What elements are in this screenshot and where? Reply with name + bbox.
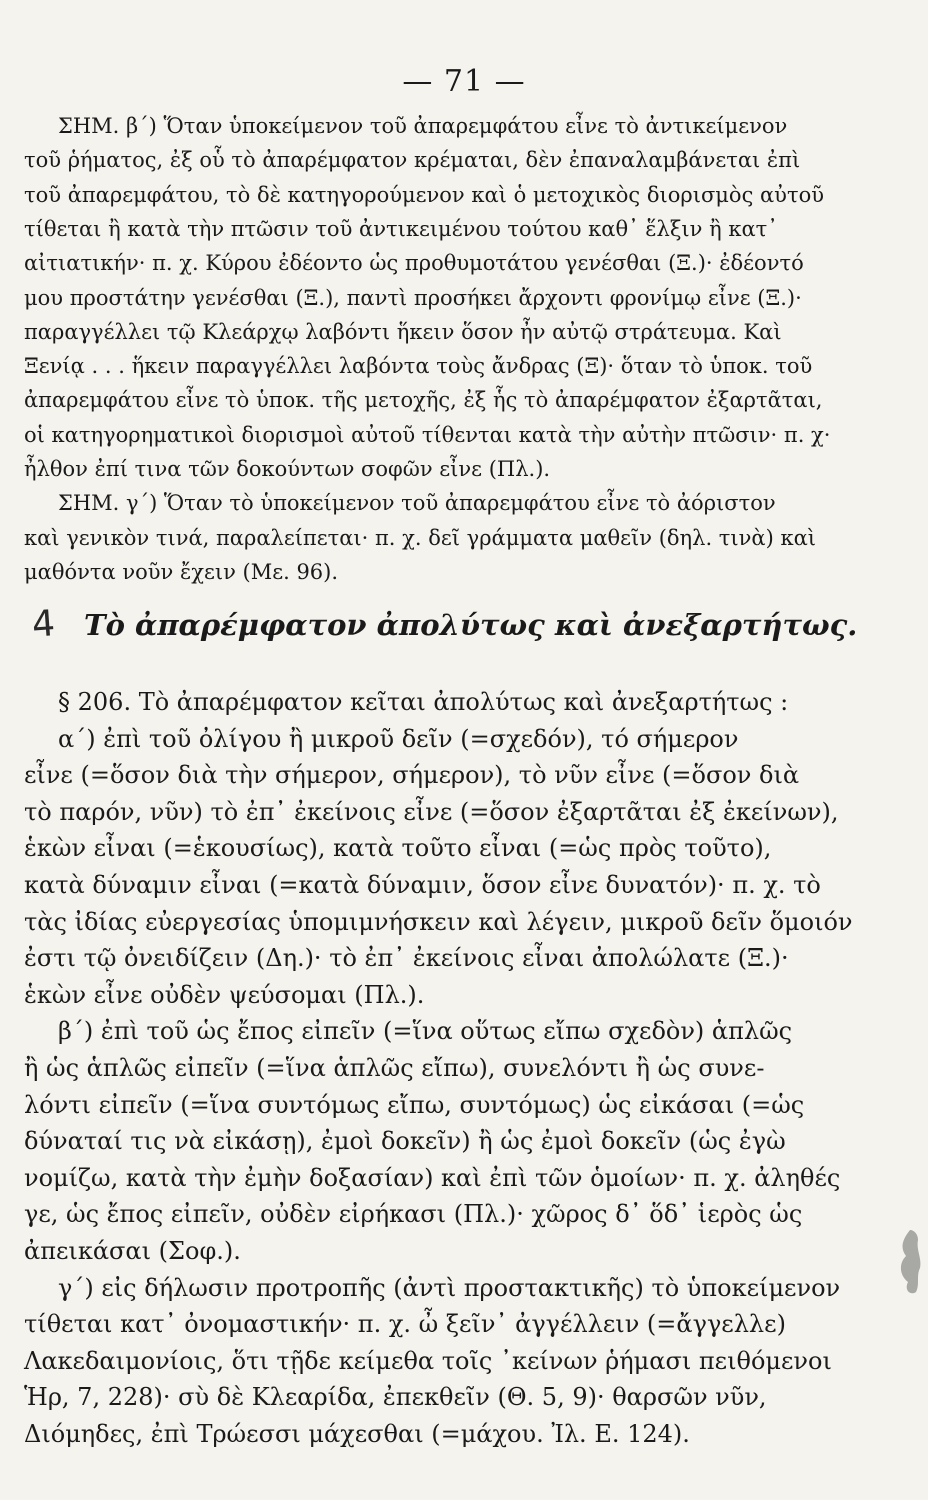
text-line: ΣΗΜ. β΄) Ὅταν ὑποκείμενον τοῦ ἀπαρεμφάτου εἶνε τὸ ἀντικείμενον <box>58 114 788 138</box>
text-line: ἐστι τῷ ὀνειδίζειν (Δη.)· τὸ ἐπ᾽ ἐκείνοις εἶναι ἀπολώλατε (Ξ.)· <box>24 944 789 973</box>
text-line: λόντι εἰπεῖν (=ἵνα συντόμως εἴπω, συντόμως) ὡς εἰκάσαι (=ὡς <box>24 1090 805 1119</box>
text-line: ἢ ὡς ἁπλῶς εἰπεῖν (=ἵνα ἁπλῶς εἴπω), συνελόντι ἢ ὡς συνε- <box>24 1054 765 1082</box>
text-line: τὰς ἰδίας εὐεργεσίας ὑπομιμνήσκειν καὶ λέγειν, μικροῦ δεῖν ὅμοιόν <box>24 907 853 936</box>
text-line: § 206. Τὸ ἀπαρέμφατον κεῖται ἀπολύτως καὶ ἀνεξαρτήτως : <box>58 688 789 716</box>
text-line: τοῦ ἀπαρεμφάτου, τὸ δὲ κατηγορούμενον καὶ ὁ μετοχικὸς διορισμὸς αὐτοῦ <box>24 182 824 207</box>
text-line: δύναταί τις νὰ εἰκάσῃ), ἐμοὶ δοκεῖν) ἢ ὡς ἐμοὶ δοκεῖν (ὡς ἐγὼ <box>24 1127 786 1156</box>
text-line: τίθεται ἢ κατὰ τὴν πτῶσιν τοῦ ἀντικειμένου τούτου καθ᾽ ἕλξιν ἢ κατ᾽ <box>24 216 778 241</box>
text-line: μου προστάτην γενέσθαι (Ξ.), παντὶ προσήκει ἄρχοντι φρονίμῳ εἶνε (Ξ.)· <box>24 285 802 310</box>
text-line: νομίζω, κατὰ τὴν ἐμὴν δοξασίαν) καὶ ἐπὶ τῶν ὁμοίων· π. χ. ἀληθές <box>24 1163 841 1192</box>
text-line: αἰτιατικήν· π. χ. Κύρου ἐδέοντο ὡς προθυμοτάτου γενέσθαι (Ξ.)· ἐδέοντό <box>24 251 804 276</box>
text-line: παραγγέλλει τῷ Κλεάρχῳ λαβόντι ἥκειν ὅσον ἦν αὐτῷ στράτευμα. Καὶ <box>24 319 782 344</box>
ink-blot-mark <box>896 1228 924 1298</box>
text-line: ἑκὼν εἶνε οὐδὲν ψεύσομαι (Πλ.). <box>24 980 425 1009</box>
text-line: γ΄) εἰς δήλωσιν προτροπῆς (ἀντὶ προστακτικῆς) τὸ ὑποκείμενον <box>58 1273 841 1302</box>
text-line: ἑκὼν εἶναι (=ἑκουσίως), κατὰ τοῦτο εἶναι (=ὡς πρὸς τοῦτο), <box>24 834 772 863</box>
text-line: γε, ὡς ἔπος εἰπεῖν, οὐδὲν εἰρήκασι (Πλ.)· χῶρος δ᾽ ὅδ᾽ ἱερὸς ὡς <box>24 1200 803 1229</box>
text-line: Ξενίᾳ . . . ἥκειν παραγγέλλει λαβόντα τοὺς ἄνδρας (Ξ)· ὅταν τὸ ὑποκ. τοῦ <box>24 354 813 379</box>
text-line: τὸ παρόν, νῦν) τὸ ἐπ᾽ ἐκείνοις εἶνε (=ὅσον ἐξαρτᾶται ἐξ ἐκείνων), <box>24 797 839 826</box>
text-line: Διόμηδες, ἐπὶ Τρώεσσι μάχεσθαι (=μάχου. Ἰλ. Ε. 124). <box>24 1420 690 1448</box>
text-line: α΄) ἐπὶ τοῦ ὀλίγου ἢ μικροῦ δεῖν (=σχεδόν), τό σήμερον <box>58 724 739 753</box>
text-line: ἦλθον ἐπί τινα τῶν δοκούντων σοφῶν εἶνε (Πλ.). <box>24 457 551 481</box>
text-line: κατὰ δύναμιν εἶναι (=κατὰ δύναμιν, ὅσον εἶνε δυνατόν)· π. χ. τὸ <box>24 871 821 899</box>
text-line: εἶνε (=ὅσον διὰ τὴν σήμερον, σήμερον), τὸ νῦν εἶνε (=ὅσον διὰ <box>24 761 800 790</box>
text-line: Ἡρ, 7, 228)· σὺ δὲ Κλεαρίδα, ἐπεκθεῖν (Θ. 5, 9)· θαρσῶν νῦν, <box>24 1383 767 1412</box>
text-line: ἀπαρεμφάτου εἶνε τὸ ὑποκ. τῆς μετοχῆς, ἐξ ἧς τὸ ἀπαρέμφατον ἐξαρτᾶται, <box>24 388 823 413</box>
text-line: τοῦ ῥήματος, ἐξ οὗ τὸ ἀπαρέμφατον κρέμαται, δὲν ἐπαναλαμβάνεται ἐπὶ <box>24 148 801 173</box>
text-line: καὶ γενικὸν τινά, παραλείπεται· π. χ. δεῖ γράμματα μαθεῖν (δηλ. τινὰ) καὶ <box>24 525 817 550</box>
text-line: οἱ κατηγορηματικοὶ διορισμοὶ αὐτοῦ τίθενται κατὰ τὴν αὐτὴν πτῶσιν· π. χ· <box>24 422 831 447</box>
text-line: μαθόντα νοῦν ἔχειν (Με. 96). <box>24 559 339 584</box>
text-line: β΄) ἐπὶ τοῦ ὡς ἔπος εἰπεῖν (=ἵνα οὕτως εἴπω σχεδὸν) ἁπλῶς <box>58 1017 793 1046</box>
text-line: Λακεδαιμονίοις, ὅτι τῇδε κείμεθα τοῖς ᾽κείνων ῥήμασι πειθόμενοι <box>24 1346 832 1375</box>
page-number: — 71 — <box>402 64 526 99</box>
text-line: ἀπεικάσαι (Σοφ.). <box>24 1237 241 1265</box>
section-heading: Τὸ ἀπαρέμφατον ἀπολύτως καὶ ἀνεξαρτήτως. <box>84 608 858 642</box>
text-line: ΣΗΜ. γ΄) Ὅταν τὸ ὑποκείμενον τοῦ ἀπαρεμφάτου εἶνε τὸ ἀόριστον <box>58 491 776 516</box>
handwritten-margin-note: 4 <box>30 603 57 646</box>
text-line: τίθεται κατ᾽ ὀνομαστικήν· π. χ. ὦ ξεῖν᾽ ἀγγέλλειν (=ἄγγελλε) <box>24 1310 786 1339</box>
